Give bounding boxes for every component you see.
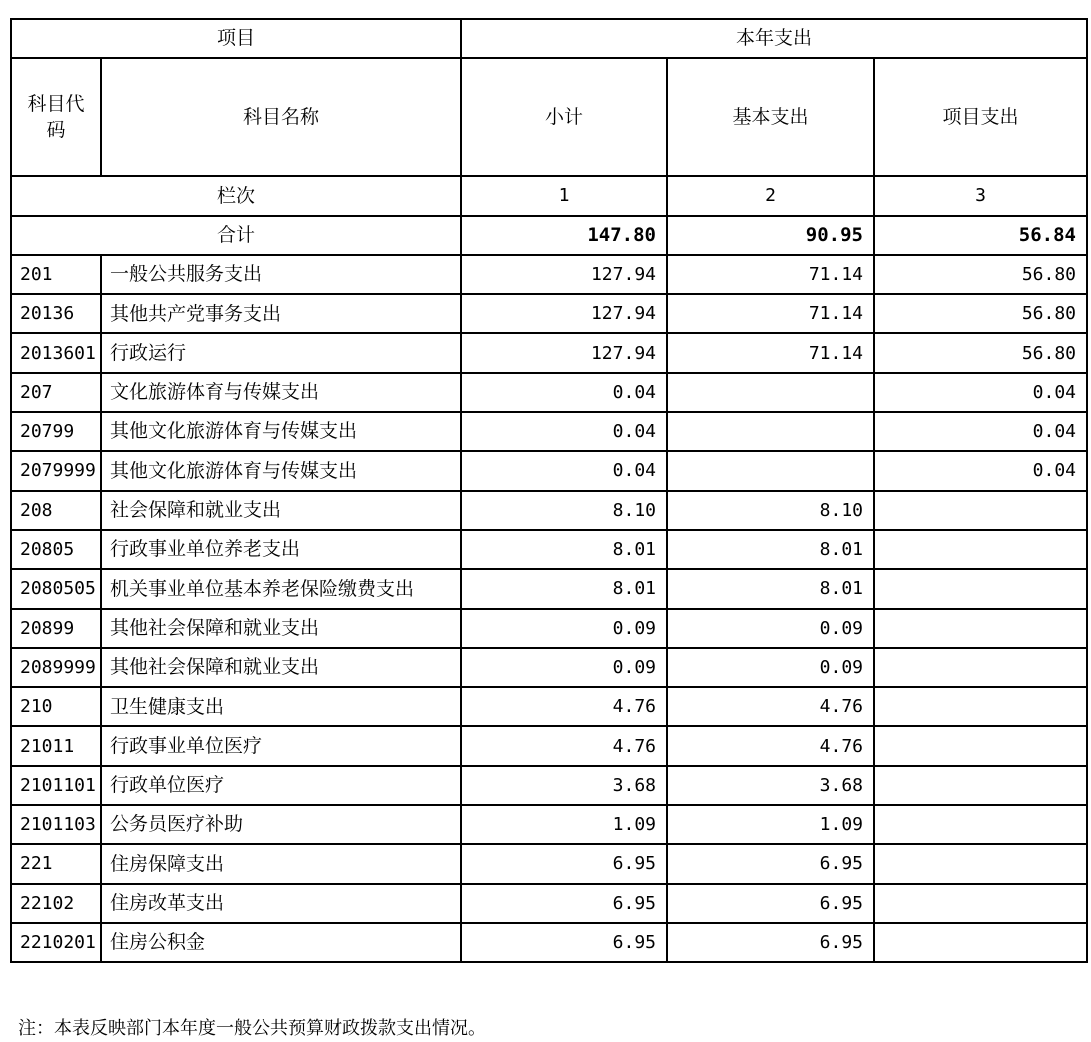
header-basic-expense: 基本支出 bbox=[667, 58, 874, 176]
header-subject-name: 科目名称 bbox=[101, 58, 461, 176]
subtotal-cell: 6.95 bbox=[461, 884, 667, 923]
subtotal-cell: 1.09 bbox=[461, 805, 667, 844]
subject-code-cell: 20799 bbox=[11, 412, 101, 451]
project-expense-cell bbox=[874, 766, 1087, 805]
subtotal-cell: 8.01 bbox=[461, 530, 667, 569]
subtotal-cell: 6.95 bbox=[461, 923, 667, 962]
table-row bbox=[11, 451, 1087, 490]
header-row-2 bbox=[11, 58, 1087, 176]
subject-name-cell: 卫生健康支出 bbox=[101, 687, 461, 726]
subtotal-cell: 3.68 bbox=[461, 766, 667, 805]
subtotal-cell: 0.04 bbox=[461, 373, 667, 412]
project-expense-cell bbox=[874, 844, 1087, 883]
project-expense-cell bbox=[874, 491, 1087, 530]
subject-code-cell: 2089999 bbox=[11, 648, 101, 687]
expense-table bbox=[10, 18, 1088, 963]
basic-expense-cell: 6.95 bbox=[667, 923, 874, 962]
header-project-expense: 项目支出 bbox=[874, 58, 1087, 176]
table-row bbox=[11, 373, 1087, 412]
subject-code-cell: 2101103 bbox=[11, 805, 101, 844]
project-expense-cell bbox=[874, 569, 1087, 608]
table-row bbox=[11, 412, 1087, 451]
subject-name-cell: 其他社会保障和就业支出 bbox=[101, 609, 461, 648]
subject-name-cell: 行政单位医疗 bbox=[101, 766, 461, 805]
subject-name-cell: 一般公共服务支出 bbox=[101, 255, 461, 294]
subject-code-cell: 2080505 bbox=[11, 569, 101, 608]
subtotal-cell: 8.01 bbox=[461, 569, 667, 608]
subtotal-cell: 4.76 bbox=[461, 726, 667, 765]
table-row bbox=[11, 844, 1087, 883]
basic-expense-cell: 71.14 bbox=[667, 294, 874, 333]
basic-expense-cell: 0.09 bbox=[667, 648, 874, 687]
subtotal-cell: 0.09 bbox=[461, 609, 667, 648]
subject-name-cell: 其他文化旅游体育与传媒支出 bbox=[101, 412, 461, 451]
subtotal-cell: 127.94 bbox=[461, 333, 667, 372]
header-subject-code bbox=[11, 58, 101, 176]
project-expense-cell bbox=[874, 923, 1087, 962]
subject-name-cell: 公务员医疗补助 bbox=[101, 805, 461, 844]
table-row bbox=[11, 923, 1087, 962]
column-order-row bbox=[11, 176, 1087, 215]
subtotal-cell: 127.94 bbox=[461, 255, 667, 294]
header-code-line2: 码 bbox=[46, 119, 66, 142]
subject-code-cell: 2210201 bbox=[11, 923, 101, 962]
header-row-1 bbox=[11, 19, 1087, 58]
column-number-1: 1 bbox=[461, 176, 667, 215]
table-row bbox=[11, 255, 1087, 294]
project-expense-cell: 56.80 bbox=[874, 255, 1087, 294]
subtotal-cell: 0.04 bbox=[461, 451, 667, 490]
project-expense-cell: 56.80 bbox=[874, 333, 1087, 372]
subject-name-cell: 住房公积金 bbox=[101, 923, 461, 962]
subtotal-cell: 0.09 bbox=[461, 648, 667, 687]
table-row bbox=[11, 884, 1087, 923]
column-order-label: 栏次 bbox=[11, 176, 461, 215]
table-row bbox=[11, 569, 1087, 608]
basic-expense-cell: 4.76 bbox=[667, 687, 874, 726]
subject-code-cell: 221 bbox=[11, 844, 101, 883]
total-label: 合计 bbox=[11, 216, 461, 255]
header-code-line1: 科目代 bbox=[27, 92, 85, 115]
table-row bbox=[11, 805, 1087, 844]
basic-expense-cell: 4.76 bbox=[667, 726, 874, 765]
subject-name-cell: 其他文化旅游体育与传媒支出 bbox=[101, 451, 461, 490]
project-expense-cell bbox=[874, 648, 1087, 687]
subtotal-cell: 8.10 bbox=[461, 491, 667, 530]
subject-name-cell: 机关事业单位基本养老保险缴费支出 bbox=[101, 569, 461, 608]
subject-code-cell: 2013601 bbox=[11, 333, 101, 372]
total-basic: 90.95 bbox=[667, 216, 874, 255]
subject-code-cell: 20805 bbox=[11, 530, 101, 569]
subject-name-cell: 文化旅游体育与传媒支出 bbox=[101, 373, 461, 412]
subject-code-cell: 201 bbox=[11, 255, 101, 294]
project-expense-cell bbox=[874, 687, 1087, 726]
table-row bbox=[11, 609, 1087, 648]
table-row bbox=[11, 491, 1087, 530]
basic-expense-cell: 71.14 bbox=[667, 255, 874, 294]
basic-expense-cell: 6.95 bbox=[667, 884, 874, 923]
subject-code-cell: 207 bbox=[11, 373, 101, 412]
header-subtotal: 小计 bbox=[461, 58, 667, 176]
subject-name-cell: 其他社会保障和就业支出 bbox=[101, 648, 461, 687]
column-number-2: 2 bbox=[667, 176, 874, 215]
basic-expense-cell: 71.14 bbox=[667, 333, 874, 372]
project-expense-cell bbox=[874, 884, 1087, 923]
subject-name-cell: 行政事业单位医疗 bbox=[101, 726, 461, 765]
subject-code-cell: 20136 bbox=[11, 294, 101, 333]
basic-expense-cell bbox=[667, 412, 874, 451]
table-row bbox=[11, 726, 1087, 765]
subject-name-cell: 住房保障支出 bbox=[101, 844, 461, 883]
table-row bbox=[11, 294, 1087, 333]
subject-code-cell: 2079999 bbox=[11, 451, 101, 490]
subject-code-cell: 210 bbox=[11, 687, 101, 726]
table-row bbox=[11, 766, 1087, 805]
subject-code-cell: 22102 bbox=[11, 884, 101, 923]
table-row bbox=[11, 648, 1087, 687]
basic-expense-cell bbox=[667, 373, 874, 412]
table-row bbox=[11, 333, 1087, 372]
subject-code-cell: 20899 bbox=[11, 609, 101, 648]
total-subtotal: 147.80 bbox=[461, 216, 667, 255]
project-expense-cell bbox=[874, 805, 1087, 844]
header-project: 项目 bbox=[11, 19, 461, 58]
basic-expense-cell: 3.68 bbox=[667, 766, 874, 805]
column-number-3: 3 bbox=[874, 176, 1087, 215]
project-expense-cell bbox=[874, 609, 1087, 648]
project-expense-cell bbox=[874, 530, 1087, 569]
project-expense-cell: 0.04 bbox=[874, 412, 1087, 451]
header-current-year-expense: 本年支出 bbox=[461, 19, 1087, 58]
subject-code-cell: 21011 bbox=[11, 726, 101, 765]
subject-name-cell: 其他共产党事务支出 bbox=[101, 294, 461, 333]
subject-code-cell: 208 bbox=[11, 491, 101, 530]
basic-expense-cell: 8.10 bbox=[667, 491, 874, 530]
project-expense-cell: 56.80 bbox=[874, 294, 1087, 333]
table-footnote: 注：本表反映部门本年度一般公共预算财政拨款支出情况。 bbox=[18, 1018, 486, 1039]
basic-expense-cell: 8.01 bbox=[667, 530, 874, 569]
subject-name-cell: 社会保障和就业支出 bbox=[101, 491, 461, 530]
basic-expense-cell: 6.95 bbox=[667, 844, 874, 883]
subtotal-cell: 6.95 bbox=[461, 844, 667, 883]
project-expense-cell bbox=[874, 726, 1087, 765]
table-row bbox=[11, 530, 1087, 569]
subject-name-cell: 行政运行 bbox=[101, 333, 461, 372]
subtotal-cell: 4.76 bbox=[461, 687, 667, 726]
basic-expense-cell: 0.09 bbox=[667, 609, 874, 648]
subject-name-cell: 住房改革支出 bbox=[101, 884, 461, 923]
project-expense-cell: 0.04 bbox=[874, 451, 1087, 490]
subtotal-cell: 0.04 bbox=[461, 412, 667, 451]
project-expense-cell: 0.04 bbox=[874, 373, 1087, 412]
basic-expense-cell: 1.09 bbox=[667, 805, 874, 844]
subject-name-cell: 行政事业单位养老支出 bbox=[101, 530, 461, 569]
basic-expense-cell bbox=[667, 451, 874, 490]
basic-expense-cell: 8.01 bbox=[667, 569, 874, 608]
total-row bbox=[11, 216, 1087, 255]
table-row bbox=[11, 687, 1087, 726]
subtotal-cell: 127.94 bbox=[461, 294, 667, 333]
total-project: 56.84 bbox=[874, 216, 1087, 255]
subject-code-cell: 2101101 bbox=[11, 766, 101, 805]
